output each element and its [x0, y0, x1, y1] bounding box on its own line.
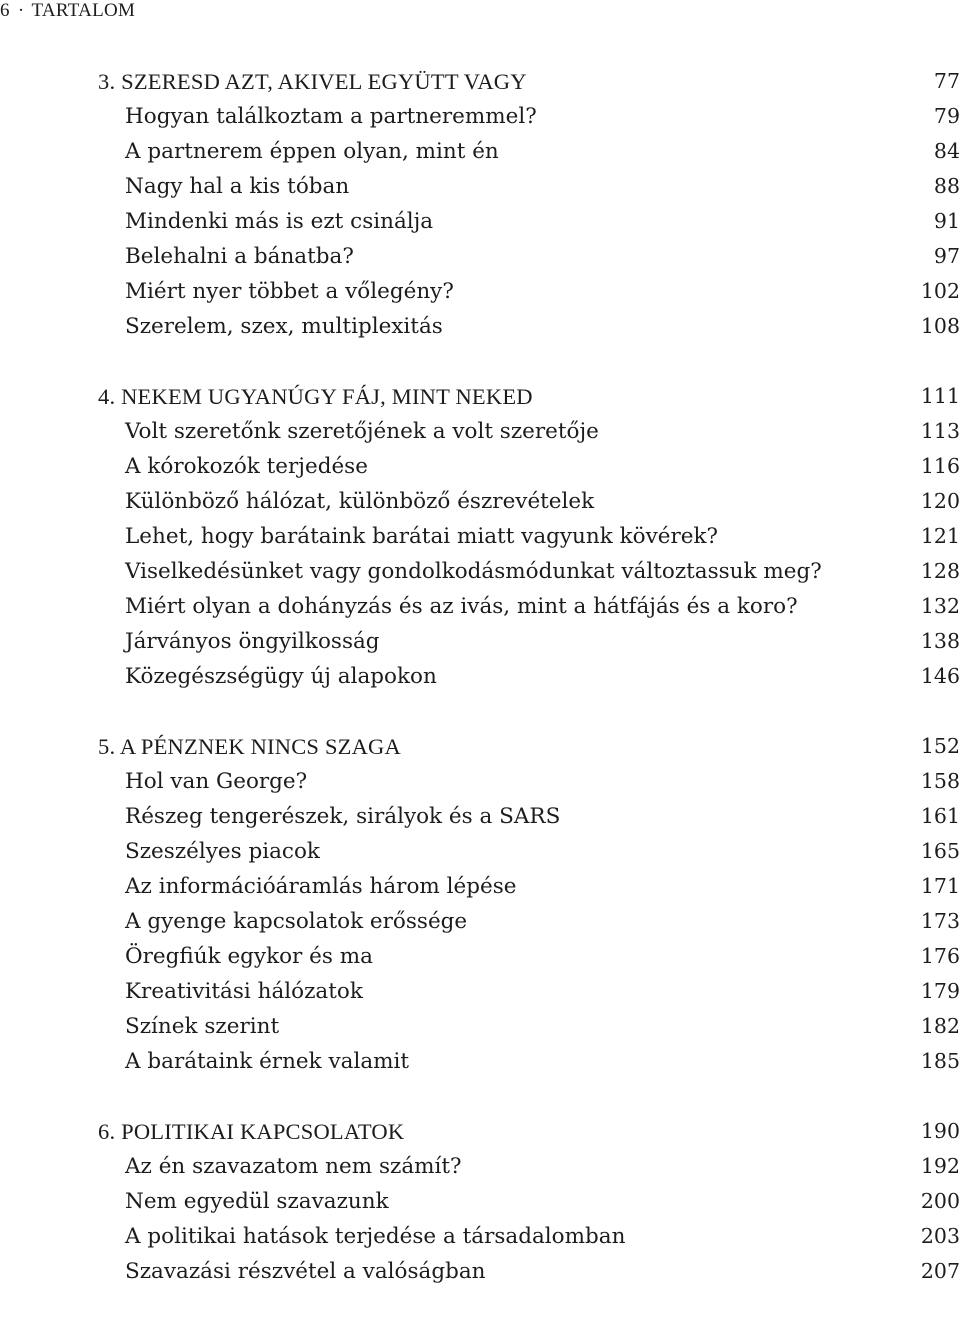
entry-page-number: 116: [920, 454, 960, 478]
entry-page-number: 91: [933, 209, 960, 233]
entry-title: Közegészségügy új alapokon: [125, 664, 437, 689]
entry-page-number: 79: [933, 104, 960, 128]
entry-page-number: 161: [920, 804, 960, 828]
chapter-page-number: 190: [920, 1119, 960, 1143]
entry-page-number: 88: [933, 174, 960, 198]
chapter-page-number: 111: [920, 384, 960, 408]
entry-title: A partnerem éppen olyan, mint én: [125, 139, 499, 164]
entry-page-number: 97: [933, 244, 960, 268]
entry-title: A gyenge kapcsolatok erőssége: [125, 909, 468, 934]
toc-entry[interactable]: [98, 204, 960, 239]
toc-section-3: [98, 64, 960, 344]
entry-title: Szeszélyes piacok: [125, 839, 320, 864]
toc-entry[interactable]: [98, 624, 960, 659]
toc-entry[interactable]: [98, 554, 960, 589]
toc-entry[interactable]: [98, 1044, 960, 1079]
toc-entry[interactable]: [98, 1184, 960, 1219]
running-header-title: TARTALOM: [31, 0, 136, 21]
entry-title: A politikai hatások terjedése a társadalomban: [125, 1224, 626, 1249]
toc-entry[interactable]: [98, 449, 960, 484]
entry-title: Miért nyer többet a vőlegény?: [125, 279, 454, 304]
entry-page-number: 176: [920, 944, 960, 968]
entry-page-number: 165: [920, 839, 960, 863]
entry-title: Nagy hal a kis tóban: [125, 174, 350, 199]
toc-entry[interactable]: [98, 1009, 960, 1044]
entry-page-number: 173: [920, 909, 960, 933]
entry-page-number: 182: [920, 1014, 960, 1038]
entry-title: Az információáramlás három lépése: [125, 874, 517, 899]
chapter-title: 5. A PÉNZNEK NINCS SZAGA: [98, 734, 401, 759]
entry-page-number: 132: [920, 594, 960, 618]
entry-page-number: 158: [920, 769, 960, 793]
toc-entry[interactable]: [98, 134, 960, 169]
chapter-page-number: 77: [933, 69, 960, 93]
entry-title: Volt szeretőnk szeretőjének a volt szeretője: [125, 419, 599, 444]
toc-entry[interactable]: [98, 939, 960, 974]
entry-title: Színek szerint: [125, 1014, 280, 1039]
toc-entry[interactable]: [98, 414, 960, 449]
entry-page-number: 138: [920, 629, 960, 653]
toc-entry[interactable]: [98, 589, 960, 624]
header-separator: ·: [17, 0, 25, 21]
toc-entry[interactable]: [98, 834, 960, 869]
entry-page-number: 146: [920, 664, 960, 688]
entry-page-number: 203: [920, 1224, 960, 1248]
entry-title: Az én szavazatom nem számít?: [125, 1154, 462, 1179]
toc-section-4: [98, 379, 960, 694]
entry-page-number: 121: [920, 524, 960, 548]
entry-page-number: 200: [920, 1189, 960, 1213]
entry-page-number: 102: [920, 279, 960, 303]
entry-title: Különböző hálózat, különböző észrevételek: [125, 489, 595, 514]
entry-title: Miért olyan a dohányzás és az ivás, mint a hátfájás és a koro?: [125, 594, 798, 619]
entry-title: Hol van George?: [125, 769, 308, 794]
chapter-title: 4. NEKEM UGYANÚGY FÁJ, MINT NEKED: [98, 384, 533, 409]
toc-entry[interactable]: [98, 274, 960, 309]
toc-entry[interactable]: [98, 99, 960, 134]
entry-page-number: 120: [920, 489, 960, 513]
entry-page-number: 128: [920, 559, 960, 583]
toc-entry[interactable]: [98, 309, 960, 344]
running-header: [0, 0, 135, 22]
entry-title: A barátaink érnek valamit: [125, 1049, 410, 1074]
toc-entry[interactable]: [98, 519, 960, 554]
entry-title: A kórokozók terjedése: [125, 454, 368, 479]
toc-entry[interactable]: [98, 904, 960, 939]
entry-page-number: 84: [933, 139, 960, 163]
toc-section-6: [98, 1114, 960, 1289]
chapter-page-number: 152: [920, 734, 960, 758]
entry-page-number: 185: [920, 1049, 960, 1073]
toc-entry[interactable]: [98, 169, 960, 204]
entry-title: Kreativitási hálózatok: [125, 979, 363, 1004]
toc-entry[interactable]: [98, 239, 960, 274]
entry-title: Lehet, hogy barátaink barátai miatt vagyunk kövérek?: [125, 524, 719, 549]
entry-page-number: 207: [920, 1259, 960, 1283]
table-of-contents: [98, 64, 960, 1324]
chapter-heading[interactable]: [98, 379, 960, 414]
entry-title: Részeg tengerészek, sirályok és a SARS: [125, 804, 561, 829]
toc-entry[interactable]: [98, 1149, 960, 1184]
chapter-heading[interactable]: [98, 729, 960, 764]
toc-entry[interactable]: [98, 764, 960, 799]
entry-title: Belehalni a bánatba?: [125, 244, 354, 269]
entry-title: Járványos öngyilkosság: [125, 629, 380, 654]
entry-title: Viselkedésünket vagy gondolkodásmódunkat változtassuk meg?: [125, 559, 822, 584]
entry-page-number: 171: [920, 874, 960, 898]
entry-page-number: 108: [920, 314, 960, 338]
page-number: 6: [0, 0, 10, 21]
toc-entry[interactable]: [98, 659, 960, 694]
toc-entry[interactable]: [98, 869, 960, 904]
chapter-heading[interactable]: [98, 1114, 960, 1149]
entry-title: Mindenki más is ezt csinálja: [125, 209, 434, 234]
entry-title: Szerelem, szex, multiplexitás: [125, 314, 443, 339]
entry-title: Nem egyedül szavazunk: [125, 1189, 389, 1214]
entry-page-number: 192: [920, 1154, 960, 1178]
toc-section-5: [98, 729, 960, 1079]
toc-entry[interactable]: [98, 974, 960, 1009]
toc-entry[interactable]: [98, 799, 960, 834]
entry-title: Szavazási részvétel a valóságban: [125, 1259, 486, 1284]
chapter-title: 3. SZERESD AZT, AKIVEL EGYÜTT VAGY: [98, 69, 527, 94]
entry-page-number: 113: [920, 419, 960, 443]
toc-entry[interactable]: [98, 1219, 960, 1254]
toc-entry[interactable]: [98, 1254, 960, 1289]
chapter-heading[interactable]: [98, 64, 960, 99]
entry-page-number: 179: [920, 979, 960, 1003]
entry-title: Öregfiúk egykor és ma: [125, 944, 373, 969]
entry-title: Hogyan találkoztam a partneremmel?: [125, 104, 537, 129]
chapter-title: 6. POLITIKAI KAPCSOLATOK: [98, 1119, 405, 1144]
toc-entry[interactable]: [98, 484, 960, 519]
